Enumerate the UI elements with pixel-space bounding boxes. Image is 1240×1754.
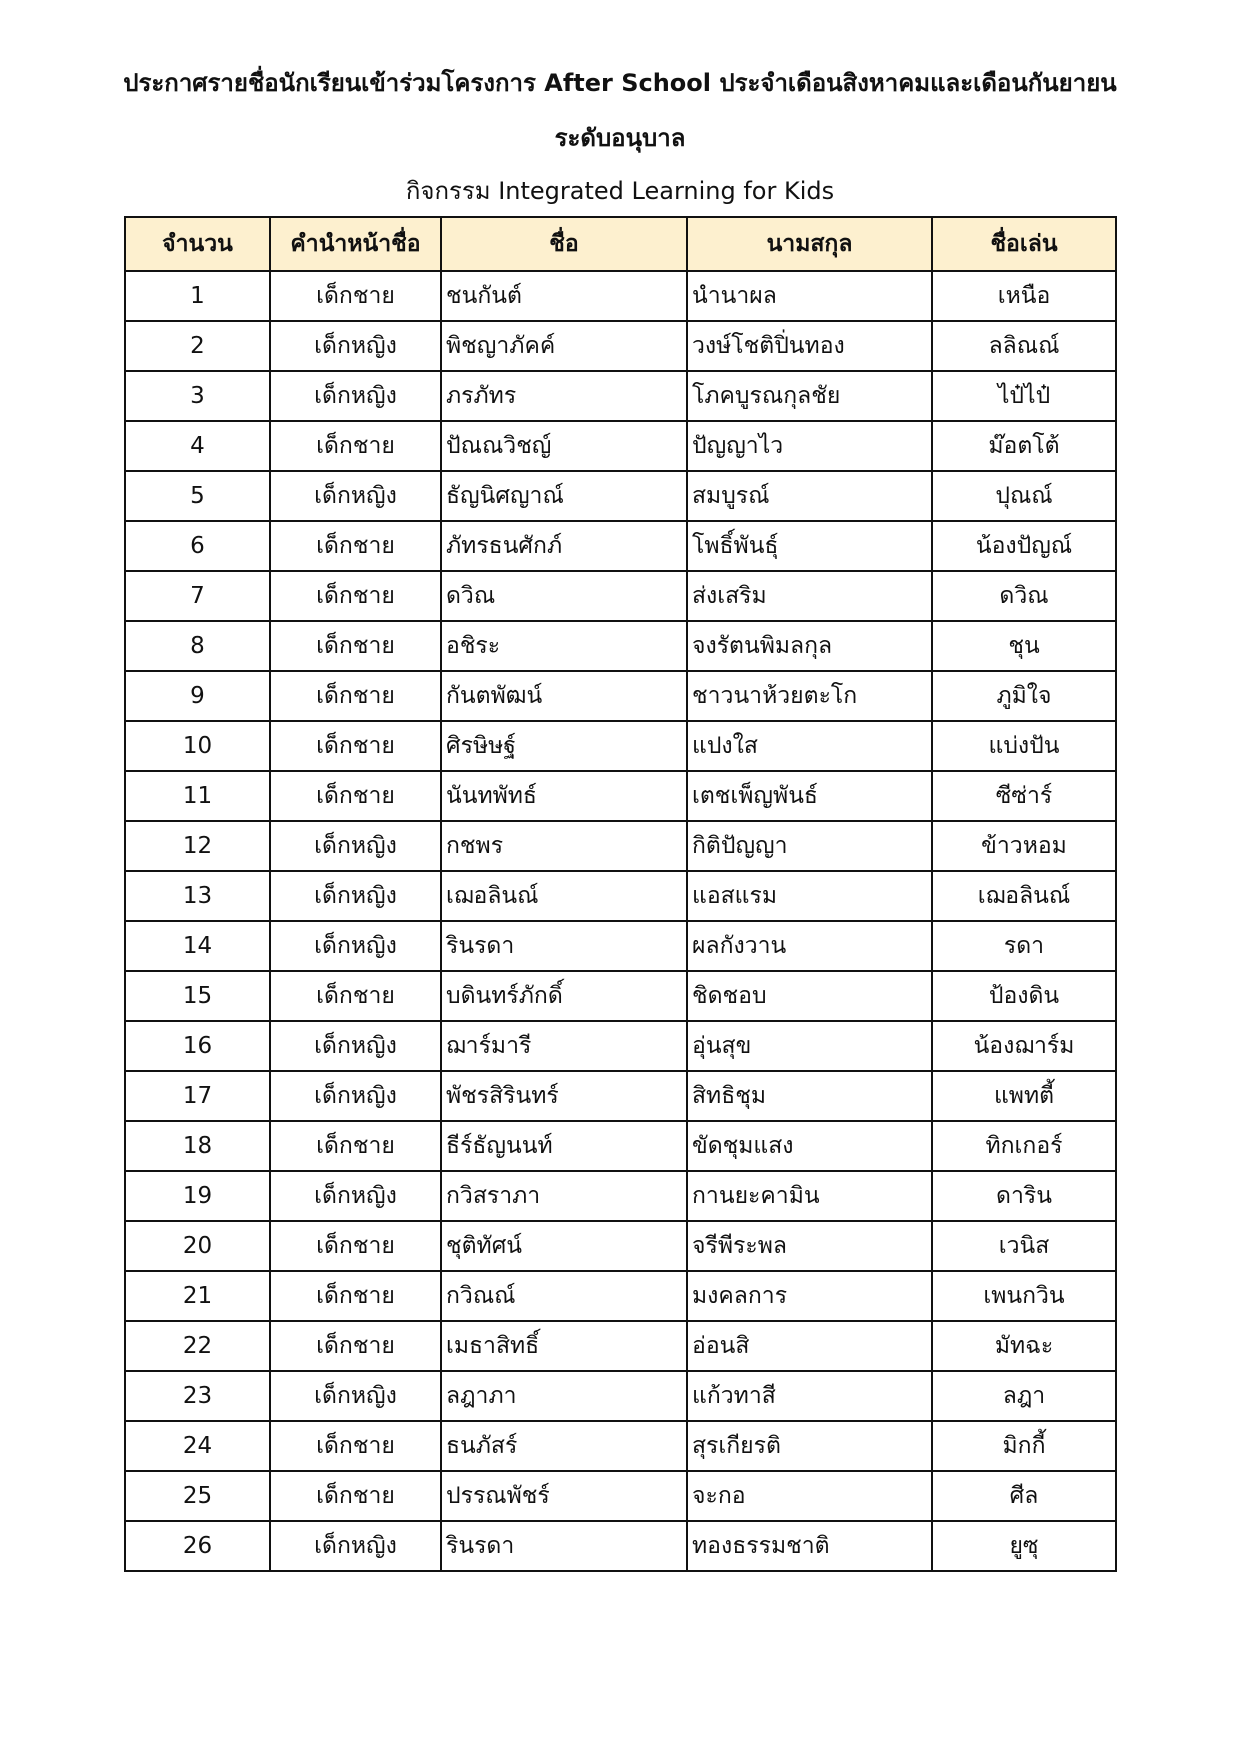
cell-number: 2 [125, 321, 270, 371]
table-row [125, 1371, 1116, 1421]
cell-last-name: อุ่นสุข [687, 1021, 932, 1071]
cell-first-name: รินรดา [441, 921, 687, 971]
cell-number: 10 [125, 721, 270, 771]
cell-nickname: ข้าวหอม [932, 821, 1116, 871]
column-header-number: จำนวน [125, 217, 270, 271]
table-header-row [125, 217, 1116, 271]
table-row [125, 271, 1116, 321]
cell-number: 12 [125, 821, 270, 871]
cell-prefix: เด็กหญิง [270, 1171, 441, 1221]
cell-nickname: ลลิณณ์ [932, 321, 1116, 371]
cell-last-name: วงษ์โชติปิ่นทอง [687, 321, 932, 371]
page-subtitle-level: ระดับอนุบาล [554, 124, 686, 152]
cell-nickname: แพทตี้ [932, 1071, 1116, 1121]
cell-number: 9 [125, 671, 270, 721]
cell-first-name: ลฎาภา [441, 1371, 687, 1421]
cell-prefix: เด็กชาย [270, 521, 441, 571]
table-row [125, 1021, 1116, 1071]
cell-nickname: ชุน [932, 621, 1116, 671]
table-row [125, 1471, 1116, 1521]
cell-first-name: บดินทร์ภักดิ์ [441, 971, 687, 1021]
cell-last-name: จงรัตนพิมลกุล [687, 621, 932, 671]
student-list-table [124, 216, 1117, 1572]
cell-nickname: แบ่งปัน [932, 721, 1116, 771]
table-row [125, 971, 1116, 1021]
cell-number: 1 [125, 271, 270, 321]
cell-prefix: เด็กหญิง [270, 321, 441, 371]
cell-last-name: แปงใส [687, 721, 932, 771]
cell-nickname: เวนิส [932, 1221, 1116, 1271]
cell-last-name: ชิดชอบ [687, 971, 932, 1021]
table-row [125, 1221, 1116, 1271]
cell-number: 19 [125, 1171, 270, 1221]
cell-number: 20 [125, 1221, 270, 1271]
cell-last-name: ชาวนาห้วยตะโก [687, 671, 932, 721]
cell-prefix: เด็กชาย [270, 771, 441, 821]
page-title: ประกาศรายชื่อนักเรียนเข้าร่วมโครงการ After School ประจำเดือนสิงหาคมและเดือนกันยายน [123, 69, 1117, 97]
table-row [125, 1421, 1116, 1471]
cell-number: 17 [125, 1071, 270, 1121]
cell-nickname: น้องปัญณ์ [932, 521, 1116, 571]
column-header-prefix: คำนำหน้าชื่อ [270, 217, 441, 271]
table-row [125, 771, 1116, 821]
cell-nickname: มิกกี้ [932, 1421, 1116, 1471]
cell-last-name: ขัดชุมแสง [687, 1121, 932, 1171]
cell-last-name: โพธิ์พันธุ์ [687, 521, 932, 571]
cell-prefix: เด็กหญิง [270, 1371, 441, 1421]
cell-number: 25 [125, 1471, 270, 1521]
cell-nickname: ปุณณ์ [932, 471, 1116, 521]
cell-last-name: ปัญญาไว [687, 421, 932, 471]
cell-first-name: รินรดา [441, 1521, 687, 1571]
cell-last-name: แก้วทาสี [687, 1371, 932, 1421]
column-header-nickname: ชื่อเล่น [932, 217, 1116, 271]
cell-nickname: น้องฌาร์ม [932, 1021, 1116, 1071]
cell-first-name: พัชรสิรินทร์ [441, 1071, 687, 1121]
cell-number: 3 [125, 371, 270, 421]
table-row [125, 871, 1116, 921]
cell-last-name: แอสแรม [687, 871, 932, 921]
cell-last-name: ทองธรรมชาติ [687, 1521, 932, 1571]
table-row [125, 1271, 1116, 1321]
cell-prefix: เด็กชาย [270, 971, 441, 1021]
cell-number: 13 [125, 871, 270, 921]
cell-last-name: สิทธิชุม [687, 1071, 932, 1121]
cell-nickname: เฌอลินณ์ [932, 871, 1116, 921]
cell-prefix: เด็กหญิง [270, 371, 441, 421]
cell-last-name: สมบูรณ์ [687, 471, 932, 521]
cell-first-name: นันทพัทธ์ [441, 771, 687, 821]
cell-number: 14 [125, 921, 270, 971]
cell-first-name: ศิรษิษฐ์ [441, 721, 687, 771]
table-row [125, 721, 1116, 771]
cell-last-name: โภคบูรณกุลชัย [687, 371, 932, 421]
cell-first-name: ภัทรธนศักภ์ [441, 521, 687, 571]
cell-last-name: จะกอ [687, 1471, 932, 1521]
table-row [125, 821, 1116, 871]
column-header-first-name: ชื่อ [441, 217, 687, 271]
cell-prefix: เด็กชาย [270, 1271, 441, 1321]
table-row [125, 421, 1116, 471]
cell-prefix: เด็กชาย [270, 1121, 441, 1171]
cell-number: 24 [125, 1421, 270, 1471]
cell-first-name: ธนภัสร์ [441, 1421, 687, 1471]
cell-prefix: เด็กหญิง [270, 1021, 441, 1071]
cell-prefix: เด็กชาย [270, 621, 441, 671]
table-row [125, 621, 1116, 671]
cell-nickname: มัทฉะ [932, 1321, 1116, 1371]
cell-number: 4 [125, 421, 270, 471]
cell-first-name: ฌาร์มารี [441, 1021, 687, 1071]
cell-last-name: ผลกังวาน [687, 921, 932, 971]
cell-first-name: เฌอลินณ์ [441, 871, 687, 921]
cell-number: 18 [125, 1121, 270, 1171]
cell-number: 8 [125, 621, 270, 671]
cell-last-name: เตชเพ็ญพันธ์ [687, 771, 932, 821]
cell-nickname: ซีซ่าร์ [932, 771, 1116, 821]
cell-prefix: เด็กชาย [270, 1421, 441, 1471]
cell-nickname: ป้องดิน [932, 971, 1116, 1021]
cell-number: 23 [125, 1371, 270, 1421]
cell-last-name: สุรเกียรติ [687, 1421, 932, 1471]
cell-nickname: ลฎา [932, 1371, 1116, 1421]
cell-last-name: มงคลการ [687, 1271, 932, 1321]
cell-first-name: กวิณณ์ [441, 1271, 687, 1321]
cell-first-name: ธัญนิศญาณ์ [441, 471, 687, 521]
cell-first-name: ภรภัทร [441, 371, 687, 421]
table-row [125, 371, 1116, 421]
cell-first-name: ชุติทัศน์ [441, 1221, 687, 1271]
cell-number: 21 [125, 1271, 270, 1321]
cell-number: 26 [125, 1521, 270, 1571]
cell-prefix: เด็กชาย [270, 1221, 441, 1271]
cell-prefix: เด็กหญิง [270, 1071, 441, 1121]
cell-last-name: อ่อนสิ [687, 1321, 932, 1371]
cell-prefix: เด็กชาย [270, 1321, 441, 1371]
cell-number: 16 [125, 1021, 270, 1071]
cell-prefix: เด็กหญิง [270, 1521, 441, 1571]
cell-number: 6 [125, 521, 270, 571]
cell-first-name: กวิสราภา [441, 1171, 687, 1221]
cell-last-name: ส่งเสริม [687, 571, 932, 621]
cell-prefix: เด็กชาย [270, 421, 441, 471]
table-row [125, 1521, 1116, 1571]
cell-prefix: เด็กหญิง [270, 921, 441, 971]
cell-prefix: เด็กชาย [270, 721, 441, 771]
table-row [125, 1121, 1116, 1171]
cell-nickname: รดา [932, 921, 1116, 971]
table-row [125, 1321, 1116, 1371]
cell-nickname: ศีล [932, 1471, 1116, 1521]
cell-first-name: ธีร์ธัญนนท์ [441, 1121, 687, 1171]
table-row [125, 571, 1116, 621]
cell-number: 15 [125, 971, 270, 1021]
cell-prefix: เด็กชาย [270, 1471, 441, 1521]
table-row [125, 1071, 1116, 1121]
cell-nickname: ดวิณ [932, 571, 1116, 621]
cell-prefix: เด็กหญิง [270, 471, 441, 521]
cell-nickname: ไป๋ไป๋ [932, 371, 1116, 421]
cell-last-name: นำนาผล [687, 271, 932, 321]
cell-nickname: เพนกวิน [932, 1271, 1116, 1321]
cell-first-name: เมธาสิทธิ์ [441, 1321, 687, 1371]
table-row [125, 1171, 1116, 1221]
column-header-last-name: นามสกุล [687, 217, 932, 271]
cell-first-name: ดวิณ [441, 571, 687, 621]
page-subtitle-activity: กิจกรรม Integrated Learning for Kids [405, 177, 835, 205]
cell-nickname: เหนือ [932, 271, 1116, 321]
table-row [125, 921, 1116, 971]
cell-nickname: ยูซุ [932, 1521, 1116, 1571]
table-row [125, 521, 1116, 571]
cell-last-name: กิติปัญญา [687, 821, 932, 871]
cell-first-name: อชิระ [441, 621, 687, 671]
cell-first-name: ปรรณพัชร์ [441, 1471, 687, 1521]
cell-prefix: เด็กชาย [270, 271, 441, 321]
cell-nickname: ม๊อตโต้ [932, 421, 1116, 471]
cell-number: 5 [125, 471, 270, 521]
cell-last-name: กานยะคามิน [687, 1171, 932, 1221]
table-row [125, 471, 1116, 521]
cell-first-name: พิชญาภัคค์ [441, 321, 687, 371]
table-row [125, 321, 1116, 371]
table-row [125, 671, 1116, 721]
cell-number: 11 [125, 771, 270, 821]
cell-prefix: เด็กชาย [270, 571, 441, 621]
cell-prefix: เด็กชาย [270, 671, 441, 721]
cell-nickname: ภูมิใจ [932, 671, 1116, 721]
cell-number: 22 [125, 1321, 270, 1371]
cell-first-name: ปัณณวิชญ์ [441, 421, 687, 471]
cell-nickname: ดาริน [932, 1171, 1116, 1221]
cell-first-name: กชพร [441, 821, 687, 871]
cell-number: 7 [125, 571, 270, 621]
cell-first-name: กันตพัฒน์ [441, 671, 687, 721]
cell-first-name: ชนกันต์ [441, 271, 687, 321]
cell-prefix: เด็กหญิง [270, 871, 441, 921]
cell-prefix: เด็กหญิง [270, 821, 441, 871]
cell-last-name: จรีพีระพล [687, 1221, 932, 1271]
cell-nickname: ทิกเกอร์ [932, 1121, 1116, 1171]
